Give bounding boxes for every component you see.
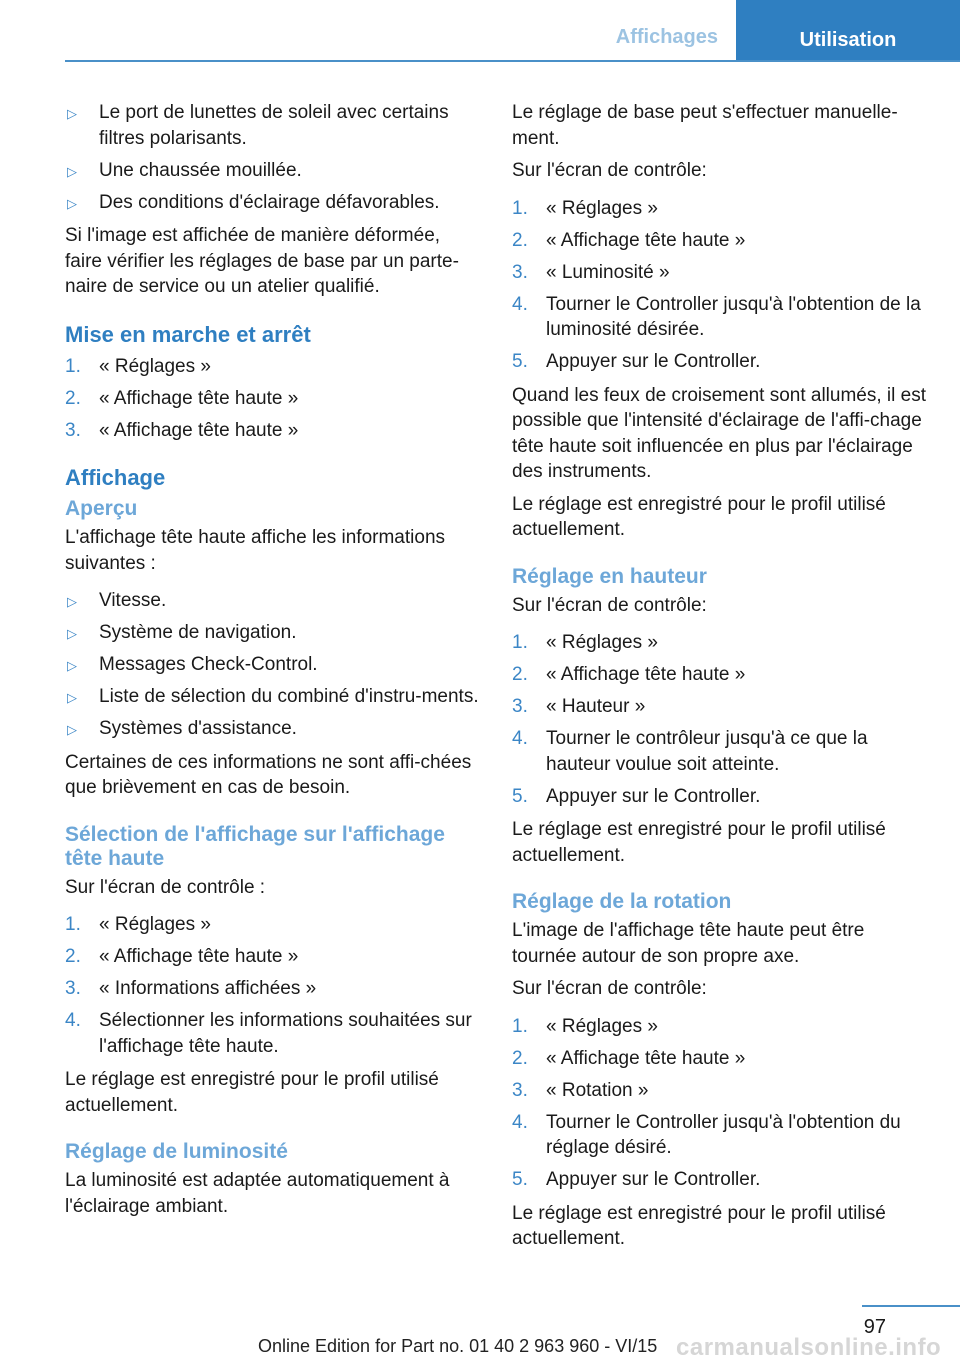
- list-item-text: Une chaussée mouillée.: [99, 159, 302, 181]
- bullet-triangle-icon: ▷: [67, 163, 77, 179]
- list-item: [512, 1078, 930, 1104]
- section-tab-affichages: Affichages: [615, 26, 718, 48]
- list-item-text: Appuyer sur le Controller.: [546, 1169, 761, 1190]
- hauteur-intro: Sur l'écran de contrôle:: [512, 594, 707, 616]
- list-item-text: Sélectionner les informations souhaitées sur l'affichage tête haute.: [99, 1010, 472, 1057]
- selection-steps-list: [65, 912, 480, 1059]
- apercu-note: Certaines de ces informations ne sont affi-chées que brièvement en cas de besoin.: [65, 751, 472, 798]
- list-item: [512, 630, 930, 656]
- lum-base-paragraph: Le réglage de base peut s'effectuer manuelle-ment.: [512, 102, 898, 149]
- lum-intro: Sur l'écran de contrôle:: [512, 160, 707, 181]
- list-item: [512, 694, 930, 720]
- list-item-text: Tourner le Controller jusqu'à l'obtention de la luminosité désirée.: [546, 293, 921, 340]
- list-item-text: « Informations affichées »: [99, 978, 317, 999]
- step-number: 3.: [512, 261, 528, 283]
- list-item-text: « Réglages »: [546, 632, 658, 653]
- list-item: [65, 190, 480, 216]
- list-item: [65, 944, 480, 970]
- edition-footer: Online Edition for Part no. 01 40 2 963 960 - VI/15: [258, 1336, 658, 1356]
- list-item: [65, 976, 480, 1002]
- heading-rotation: Réglage de la rotation: [512, 890, 732, 913]
- list-item: [512, 784, 930, 810]
- list-item-text: « Affichage tête haute »: [546, 664, 746, 685]
- list-item: [512, 1110, 930, 1161]
- hauteur-steps-list: [512, 630, 930, 809]
- step-number: 3.: [65, 419, 81, 441]
- step-number: 4.: [512, 1111, 528, 1133]
- rotation-note: Le réglage est enregistré pour le profil utilisé actuellement.: [512, 1202, 886, 1249]
- list-item: [512, 349, 930, 375]
- heading-luminosite: Réglage de luminosité: [65, 1140, 288, 1163]
- list-item: [65, 716, 480, 742]
- step-number: 2.: [512, 229, 528, 251]
- page-number: 97: [863, 1316, 886, 1338]
- watermark-logo: carmanualsonline.info: [676, 1334, 942, 1361]
- list-item-text: « Rotation »: [546, 1079, 649, 1101]
- list-item: [512, 1046, 930, 1072]
- list-item: [512, 260, 930, 286]
- step-number: 5.: [512, 351, 528, 372]
- bullet-triangle-icon: ▷: [67, 658, 77, 673]
- list-item: [512, 1167, 930, 1193]
- list-item: [65, 1008, 480, 1059]
- list-item: [512, 196, 930, 222]
- step-number: 1.: [512, 1015, 528, 1037]
- page-header: [0, 0, 960, 62]
- list-item: [65, 652, 480, 678]
- list-item: [65, 158, 480, 184]
- bullet-triangle-icon: ▷: [67, 626, 77, 641]
- apercu-bullet-list: [65, 588, 480, 742]
- list-item-text: Appuyer sur le Controller.: [546, 351, 761, 372]
- step-number: 1.: [512, 632, 528, 653]
- left-column: [65, 100, 480, 1226]
- list-item: [512, 1014, 930, 1040]
- list-item-text: « Affichage tête haute »: [99, 387, 299, 409]
- right-column: [512, 100, 930, 1259]
- bullet-triangle-icon: ▷: [67, 195, 77, 211]
- list-item-text: Le port de lunettes de soleil avec certains filtres polarisants.: [99, 102, 449, 149]
- heading-hauteur: Réglage en hauteur: [512, 564, 707, 588]
- bullet-triangle-icon: ▷: [67, 106, 77, 121]
- lum-steps-list: [512, 196, 930, 375]
- step-number: 4.: [65, 1010, 81, 1031]
- list-item-text: Tourner le contrôleur jusqu'à ce que la hauteur voulue soit atteinte.: [546, 728, 868, 775]
- bullet-triangle-icon: ▷: [67, 594, 77, 609]
- list-item: [65, 418, 480, 444]
- step-number: 3.: [512, 696, 528, 717]
- list-item-text: Appuyer sur le Controller.: [546, 785, 761, 807]
- bullet-triangle-icon: ▷: [67, 690, 77, 705]
- footer-divider: [862, 1305, 960, 1307]
- selection-note: Le réglage est enregistré pour le profil utilisé actuellement.: [65, 1069, 439, 1116]
- marche-steps-list: [65, 354, 480, 444]
- list-item: [65, 354, 480, 380]
- list-item: [65, 386, 480, 412]
- rotation-steps-list: [512, 1014, 930, 1193]
- step-number: 1.: [65, 355, 81, 377]
- lum-note-1: Quand les feux de croisement sont allumés, il est possible que l'intensité d'éclairage de l'affi-chage tête haute soit influencée en plus par l'éclairage des instruments.: [512, 384, 926, 482]
- distortion-paragraph: Si l'image est affichée de manière déformée, faire vérifier les réglages de base par un parte-naire de service ou un atelier qualifié.: [65, 225, 459, 297]
- step-number: 2.: [512, 1047, 528, 1069]
- selection-intro: Sur l'écran de contrôle :: [65, 876, 266, 898]
- list-item: [65, 912, 480, 938]
- step-number: 3.: [65, 978, 81, 999]
- step-number: 4.: [512, 728, 528, 749]
- list-item-text: « Réglages »: [546, 1015, 658, 1037]
- heading-apercu: Aperçu: [65, 497, 138, 520]
- list-item-text: Vitesse.: [99, 590, 167, 611]
- step-number: 5.: [512, 1169, 528, 1190]
- heading-affichage: Affichage: [65, 465, 166, 490]
- list-item-text: « Affichage tête haute »: [99, 946, 299, 967]
- heading-selection: Sélection de l'affichage sur l'affichage tête haute: [65, 822, 445, 870]
- list-item: [65, 684, 480, 710]
- list-item-text: « Réglages »: [546, 197, 658, 219]
- list-item-text: Tourner le Controller jusqu'à l'obtention du réglage désiré.: [546, 1111, 901, 1158]
- bullet-triangle-icon: ▷: [67, 722, 77, 737]
- lum-note-2: Le réglage est enregistré pour le profil utilisé actuellement.: [512, 493, 886, 540]
- header-divider: [65, 60, 960, 62]
- list-item: [512, 726, 930, 777]
- list-item-text: Systèmes d'assistance.: [99, 718, 297, 739]
- list-item: [512, 662, 930, 688]
- list-item: [65, 620, 480, 646]
- list-item: [512, 292, 930, 343]
- list-item: [512, 228, 930, 254]
- list-item-text: « Réglages »: [99, 355, 211, 377]
- hauteur-note: Le réglage est enregistré pour le profil utilisé actuellement.: [512, 819, 886, 866]
- section-tab-utilisation: Utilisation: [736, 0, 960, 60]
- intro-bullet-list: [65, 100, 480, 215]
- list-item-text: « Luminosité »: [546, 261, 670, 283]
- step-number: 2.: [65, 387, 81, 409]
- list-item: [65, 100, 480, 151]
- list-item-text: Des conditions d'éclairage défavorables.: [99, 191, 440, 213]
- step-number: 5.: [512, 785, 528, 807]
- list-item-text: Système de navigation.: [99, 622, 297, 643]
- step-number: 4.: [512, 293, 528, 315]
- rotation-paragraph: L'image de l'affichage tête haute peut être tournée autour de son propre axe.: [512, 920, 865, 967]
- apercu-paragraph: L'affichage tête haute affiche les informations suivantes :: [65, 527, 446, 574]
- luminosite-paragraph: La luminosité est adaptée automatiquement à l'éclairage ambiant.: [65, 1170, 450, 1217]
- list-item-text: Messages Check-Control.: [99, 654, 318, 675]
- step-number: 3.: [512, 1079, 528, 1101]
- rotation-intro: Sur l'écran de contrôle:: [512, 978, 707, 999]
- step-number: 2.: [65, 946, 81, 967]
- list-item-text: « Affichage tête haute »: [99, 419, 299, 441]
- list-item: [65, 588, 480, 614]
- step-number: 2.: [512, 664, 528, 685]
- list-item-text: « Hauteur »: [546, 696, 646, 717]
- heading-mise-en-marche: Mise en marche et arrêt: [65, 321, 311, 347]
- list-item-text: Liste de sélection du combiné d'instru-ments.: [99, 686, 479, 707]
- list-item-text: « Affichage tête haute »: [546, 229, 746, 251]
- step-number: 1.: [512, 197, 528, 219]
- list-item-text: « Réglages »: [99, 914, 211, 935]
- step-number: 1.: [65, 914, 81, 935]
- list-item-text: « Affichage tête haute »: [546, 1047, 746, 1069]
